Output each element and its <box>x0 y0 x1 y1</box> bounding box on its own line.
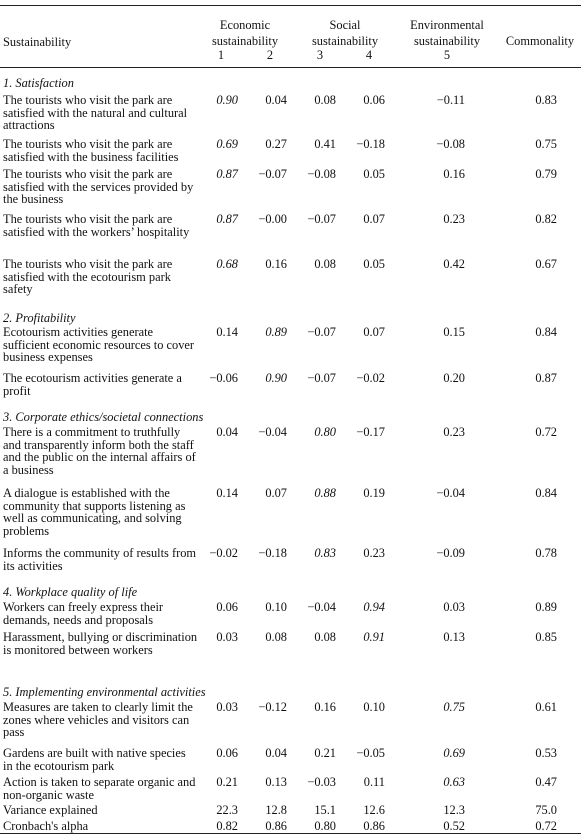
table-row-value-col-6: 0.89 <box>535 600 557 614</box>
table-row-value-col-1: 0.06 <box>216 600 238 614</box>
table-row-value-col-2: 0.08 <box>265 630 287 644</box>
table-row-value-col-5: 0.16 <box>443 167 465 181</box>
table-row-value-col-3: 0.08 <box>314 93 336 107</box>
table-row-value-col-5: 0.03 <box>443 600 465 614</box>
table-row-value-col-6: 0.75 <box>535 137 557 151</box>
table-row-value-col-4: 0.94 <box>363 600 385 614</box>
header-col-5: 5 <box>443 48 451 62</box>
table-row-value-col-1: 0.06 <box>216 746 238 760</box>
table-row-value-col-4: 0.07 <box>363 212 385 226</box>
section-title: 1. Satisfaction <box>3 76 74 90</box>
table-row-value-col-1: −0.06 <box>209 371 238 385</box>
table-row-value-col-4: 0.05 <box>363 167 385 181</box>
table-row-value-col-3: 0.83 <box>314 546 336 560</box>
table-row-value-col-6: 0.84 <box>535 486 557 500</box>
footer-row-value-col-3: 15.1 <box>314 803 336 817</box>
row-label: Action is taken to separate organic and non-organic waste <box>3 775 196 802</box>
table-row-value-col-5: 0.15 <box>443 325 465 339</box>
footer-label: Cronbach's alpha <box>3 819 89 833</box>
row-label: The ecotourism activities generate a profit <box>3 371 182 398</box>
table-row-value-col-6: 0.78 <box>535 546 557 560</box>
row-label: Harassment, bullying or discrimination is monitored between workers <box>3 630 198 657</box>
row-label: Measures are taken to clearly limit the zones where vehicles and visitors can pass <box>3 700 193 740</box>
table-row-value-col-6: 0.85 <box>535 630 557 644</box>
table-row-value-col-2: 0.10 <box>265 600 287 614</box>
table-row-value-col-6: 0.83 <box>535 93 557 107</box>
header-rule <box>0 67 581 68</box>
header-environmental-line2: sustainability <box>413 34 481 48</box>
row-label: The tourists who visit the park are satisfied with the ecotourism park safety <box>3 257 173 297</box>
table-row-value-col-3: −0.07 <box>307 325 336 339</box>
table-row-value-col-4: 0.23 <box>363 546 385 560</box>
table-row-value-col-3: −0.04 <box>307 600 336 614</box>
table-row-value-col-5: 0.75 <box>443 700 465 714</box>
table-row-value-col-4: 0.11 <box>363 775 385 789</box>
header-col-4: 4 <box>365 48 373 62</box>
table-row-value-col-1: 0.90 <box>216 93 238 107</box>
row-label: The tourists who visit the park are satisfied with the workers’ hospitality <box>3 212 190 239</box>
section-title: 2. Profitability <box>3 311 76 325</box>
table-row-value-col-3: −0.07 <box>307 371 336 385</box>
table-row-value-col-5: 0.69 <box>443 746 465 760</box>
table-row-value-col-6: 0.72 <box>535 425 557 439</box>
section-title: 5. Implementing environmental activities <box>3 685 206 699</box>
table-row-value-col-2: 0.27 <box>265 137 287 151</box>
table-row-value-col-3: 0.80 <box>314 425 336 439</box>
table-row-value-col-6: 0.82 <box>535 212 557 226</box>
footer-row-value-col-5: 0.52 <box>443 819 465 833</box>
table-row-value-col-4: −0.17 <box>356 425 385 439</box>
table-row-value-col-2: −0.18 <box>258 546 287 560</box>
table-row-value-col-4: 0.10 <box>363 700 385 714</box>
header-environmental-line1: Environmental <box>410 18 484 32</box>
table-row-value-col-3: 0.88 <box>314 486 336 500</box>
table-row-value-col-1: 0.03 <box>216 630 238 644</box>
header-col-3: 3 <box>316 48 324 62</box>
table-row-value-col-5: 0.23 <box>443 212 465 226</box>
header-economic-line1: Economic <box>219 18 271 32</box>
table-row-value-col-6: 0.79 <box>535 167 557 181</box>
table-row-value-col-3: 0.08 <box>314 257 336 271</box>
row-label: Ecotourism activities generate sufficient economic resources to cover business expenses <box>3 325 195 365</box>
table-row-value-col-5: −0.09 <box>436 546 465 560</box>
table-row-value-col-3: 0.08 <box>314 630 336 644</box>
footer-row-value-col-1: 22.3 <box>216 803 238 817</box>
row-label: The tourists who visit the park are satisfied with the services provided by the business <box>3 167 194 207</box>
top-rule <box>0 5 581 6</box>
footer-label: Variance explained <box>3 803 98 817</box>
table-row-value-col-4: −0.02 <box>356 371 385 385</box>
footer-row-value-col-3: 0.80 <box>314 819 336 833</box>
table-row-value-col-2: 0.13 <box>265 775 287 789</box>
section-title: 3. Corporate ethics/societal connections <box>3 410 204 424</box>
table-row-value-col-1: 0.04 <box>216 425 238 439</box>
table-row-value-col-3: 0.21 <box>314 746 336 760</box>
table-row-value-col-1: 0.69 <box>216 137 238 151</box>
table-row-value-col-4: −0.18 <box>356 137 385 151</box>
footer-row-value-col-2: 0.86 <box>265 819 287 833</box>
table-row-value-col-5: 0.42 <box>443 257 465 271</box>
table-row-value-col-5: 0.63 <box>443 775 465 789</box>
table-row-value-col-6: 0.47 <box>535 775 557 789</box>
table-row-value-col-3: −0.08 <box>307 167 336 181</box>
table-row-value-col-1: 0.03 <box>216 700 238 714</box>
table-row-value-col-6: 0.61 <box>535 700 557 714</box>
table-row-value-col-1: 0.87 <box>216 212 238 226</box>
header-col-1: 1 <box>217 48 225 62</box>
table-row-value-col-4: 0.05 <box>363 257 385 271</box>
table-row-value-col-6: 0.67 <box>535 257 557 271</box>
section-title: 4. Workplace quality of life <box>3 585 138 599</box>
table-row-value-col-5: −0.04 <box>436 486 465 500</box>
footer-row-value-col-1: 0.82 <box>216 819 238 833</box>
bottom-rule <box>0 833 581 834</box>
table-row-value-col-2: 0.07 <box>265 486 287 500</box>
table-row-value-col-6: 0.87 <box>535 371 557 385</box>
table-row-value-col-1: 0.14 <box>216 325 238 339</box>
table-row-value-col-4: −0.05 <box>356 746 385 760</box>
footer-row-value-col-4: 0.86 <box>363 819 385 833</box>
table-row-value-col-2: 0.16 <box>265 257 287 271</box>
table-row-value-col-2: −0.12 <box>258 700 287 714</box>
row-label: Informs the community of results from its activities <box>3 546 197 573</box>
table-row-value-col-1: 0.87 <box>216 167 238 181</box>
table-row-value-col-1: 0.21 <box>216 775 238 789</box>
table-row-value-col-2: −0.07 <box>258 167 287 181</box>
row-label: A dialogue is established with the community that supports listening as well as communicating, and solving problems <box>3 486 186 538</box>
footer-row-value-col-4: 12.6 <box>363 803 385 817</box>
table-row-value-col-3: 0.41 <box>314 137 336 151</box>
header-row-label: Sustainability <box>3 35 72 49</box>
row-label: Gardens are built with native species in the ecotourism park <box>3 746 186 773</box>
row-label: The tourists who visit the park are satisfied with the natural and cultural attractions <box>3 93 188 133</box>
footer-row-value-col-2: 12.8 <box>265 803 287 817</box>
header-social-line1: Social <box>329 18 361 32</box>
table-row-value-col-6: 0.84 <box>535 325 557 339</box>
table-row-value-col-5: 0.20 <box>443 371 465 385</box>
table-row-value-col-4: 0.07 <box>363 325 385 339</box>
header-commonality: Commonality <box>505 34 575 48</box>
table-row-value-col-5: 0.23 <box>443 425 465 439</box>
table-row-value-col-2: 0.90 <box>265 371 287 385</box>
table-row-value-col-3: 0.16 <box>314 700 336 714</box>
table-row-value-col-5: 0.13 <box>443 630 465 644</box>
header-col-2: 2 <box>266 48 274 62</box>
header-social-line2: sustainability <box>311 34 379 48</box>
table-row-value-col-2: −0.04 <box>258 425 287 439</box>
table-row-value-col-4: 0.06 <box>363 93 385 107</box>
footer-row-value-col-6: 75.0 <box>535 803 557 817</box>
table-row-value-col-5: −0.08 <box>436 137 465 151</box>
table-row-value-col-2: 0.04 <box>265 746 287 760</box>
table-row-value-col-2: 0.89 <box>265 325 287 339</box>
table-row-value-col-4: 0.19 <box>363 486 385 500</box>
table-row-value-col-4: 0.91 <box>363 630 385 644</box>
table-row-value-col-1: 0.68 <box>216 257 238 271</box>
table-row-value-col-2: −0.00 <box>258 212 287 226</box>
footer-row-value-col-6: 0.72 <box>535 819 557 833</box>
table-row-value-col-3: −0.07 <box>307 212 336 226</box>
row-label: The tourists who visit the park are satisfied with the business facilities <box>3 137 179 164</box>
table-row-value-col-2: 0.04 <box>265 93 287 107</box>
row-label: There is a commitment to truthfully and transparently inform both the staff and the public on the internal affairs of a business <box>3 425 196 477</box>
table-row-value-col-5: −0.11 <box>436 93 465 107</box>
table-row-value-col-1: −0.02 <box>209 546 238 560</box>
row-label: Workers can freely express their demands, needs and proposals <box>3 600 164 627</box>
footer-row-value-col-5: 12.3 <box>443 803 465 817</box>
table-row-value-col-6: 0.53 <box>535 746 557 760</box>
table-row-value-col-3: −0.03 <box>307 775 336 789</box>
header-economic-line2: sustainability <box>211 34 279 48</box>
table-row-value-col-1: 0.14 <box>216 486 238 500</box>
